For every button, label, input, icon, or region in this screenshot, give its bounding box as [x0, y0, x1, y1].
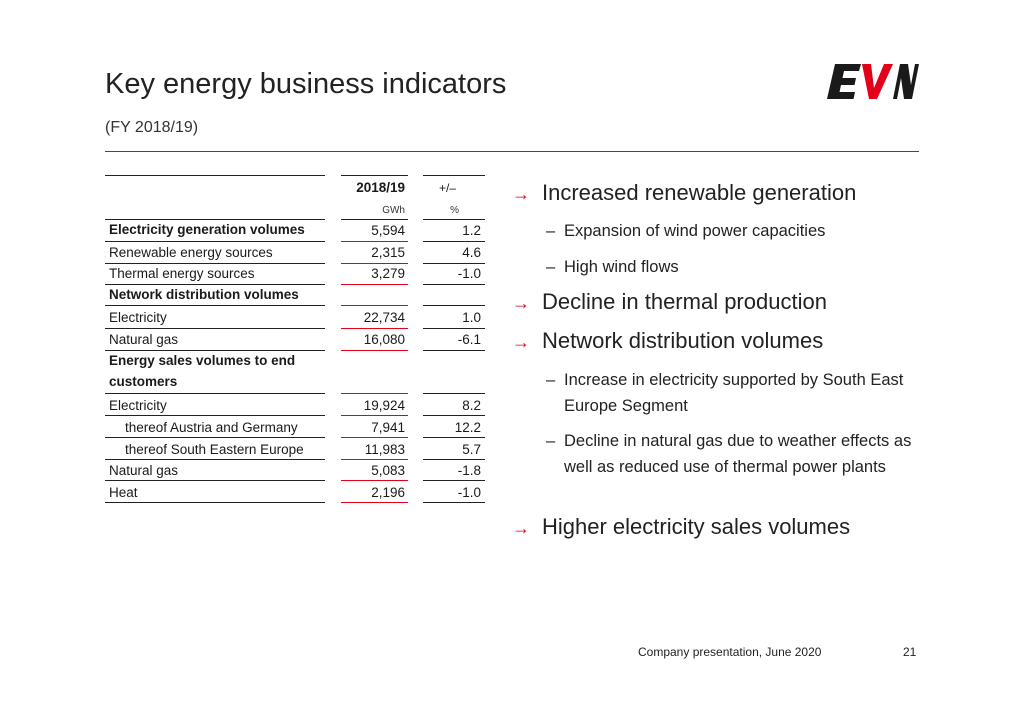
dash-icon: –	[546, 258, 556, 276]
bullet-text: Increased renewable generation	[542, 180, 857, 205]
bullet-main	[512, 180, 856, 206]
col1-top-rule	[341, 175, 408, 176]
bullet-main	[512, 289, 827, 315]
table-top-rule	[105, 175, 325, 176]
table-section-label-cont: customers	[109, 374, 178, 389]
bullet-sub-text: Decline in natural gas due to weather effects as well as reduced use of thermal power plants	[564, 432, 912, 476]
table-cell-value: 22,734	[363, 310, 405, 325]
col2-top-rule	[423, 175, 485, 176]
table-row-label: thereof Austria and Germany	[125, 420, 298, 435]
bullet-sub	[546, 428, 934, 480]
table-row-label: Renewable energy sources	[109, 245, 273, 260]
dash-icon: –	[546, 371, 556, 389]
bullet-text: Decline in thermal production	[542, 289, 827, 314]
table-cell-value: 5,083	[371, 463, 405, 478]
bullet-main	[512, 514, 850, 540]
table-cell-change: -1.0	[457, 485, 481, 500]
table-section-label: Network distribution volumes	[109, 287, 299, 302]
table-cell-change: -1.8	[457, 463, 481, 478]
table-row-label: Natural gas	[109, 332, 179, 347]
table-row-label: Electricity	[109, 310, 167, 325]
col1-unit: GWh	[382, 205, 405, 216]
table-cell-value: 7,941	[371, 420, 405, 435]
table-cell-change: 4.6	[462, 245, 481, 260]
table-cell-value: 16,080	[363, 332, 405, 347]
footer-text: Company presentation, June 2020	[638, 645, 822, 659]
bullet-sub-text: Expansion of wind power capacities	[564, 222, 826, 240]
page-number: 21	[903, 645, 917, 659]
table-row-label: Thermal energy sources	[109, 266, 255, 281]
bullet-text: Network distribution volumes	[542, 328, 824, 353]
table-cell-change: 8.2	[462, 398, 481, 413]
table-row-label: thereof South Eastern Europe	[125, 442, 304, 457]
table-cell-value: 3,279	[371, 266, 405, 281]
slide-title: Key energy business indicators	[105, 68, 507, 100]
table-cell-value: 11,983	[364, 442, 405, 457]
bullet-sub-text: Increase in electricity supported by South East Europe Segment	[564, 371, 904, 415]
arrow-right-icon: →	[512, 293, 530, 313]
dash-icon: –	[546, 222, 556, 240]
title-divider	[105, 151, 919, 152]
bullet-sub	[546, 367, 934, 419]
bullet-sub	[546, 218, 934, 244]
bullet-sub	[546, 254, 934, 280]
arrow-right-icon: →	[512, 184, 530, 204]
table-section-label: Energy sales volumes to end	[109, 353, 296, 368]
table-cell-value: 2,315	[371, 245, 405, 260]
col2-header: +/–	[438, 181, 456, 195]
arrow-right-icon: →	[512, 332, 530, 352]
bullet-sub-text: High wind flows	[564, 258, 679, 276]
table-row-label: Electricity generation volumes	[109, 222, 305, 237]
evn-logo	[827, 60, 919, 102]
table-cell-change: 1.0	[462, 310, 481, 325]
col1-header: 2018/19	[356, 180, 405, 195]
table-cell-change: 5.7	[462, 442, 481, 457]
bullet-main	[512, 328, 823, 354]
dash-icon: –	[546, 432, 556, 450]
table-row-label: Heat	[109, 485, 138, 500]
arrow-right-icon: →	[512, 518, 530, 538]
table-cell-change: -1.0	[457, 266, 481, 281]
table-row-label: Electricity	[109, 398, 167, 413]
table-cell-value: 19,924	[363, 398, 405, 413]
table-cell-value: 5,594	[371, 223, 405, 238]
table-row-label: Natural gas	[109, 463, 179, 478]
table-cell-value: 2,196	[371, 485, 405, 500]
col2-unit: %	[450, 205, 459, 216]
table-cell-change: 1.2	[462, 223, 481, 238]
bullet-text: Higher electricity sales volumes	[542, 514, 851, 539]
table-cell-change: -6.1	[457, 332, 481, 347]
slide-subtitle: (FY 2018/19)	[105, 119, 199, 136]
table-cell-change: 12.2	[454, 420, 481, 435]
